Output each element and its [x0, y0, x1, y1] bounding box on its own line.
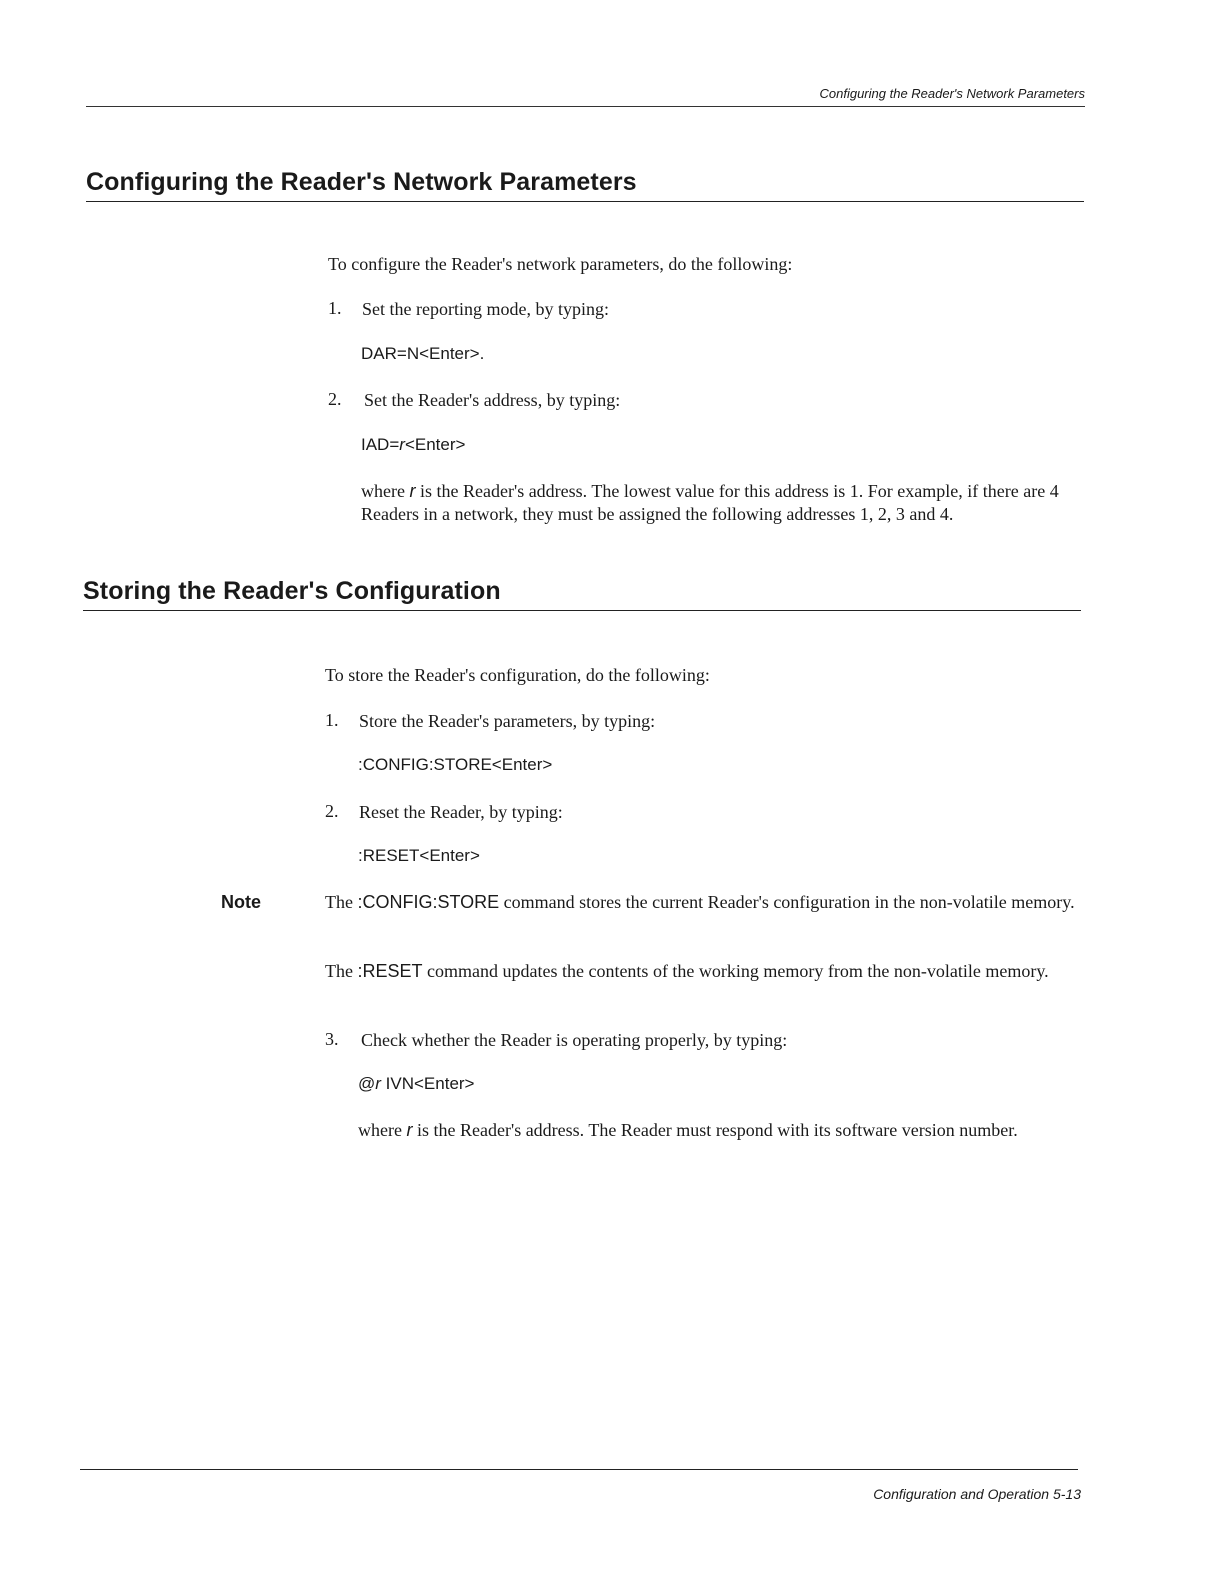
step-text: Set the reporting mode, by typing:	[362, 299, 609, 319]
explanation-prefix: where	[358, 1120, 407, 1140]
footer-rule	[80, 1469, 1078, 1470]
explanation-text: is the Reader's address. The Reader must respond with its software version number.	[412, 1120, 1018, 1140]
command-suffix: IVN<Enter>	[380, 1074, 475, 1093]
section-title-storing-configuration: Storing the Reader's Configuration	[83, 577, 1081, 611]
section2-intro: To store the Reader's configuration, do the following:	[325, 665, 710, 685]
step-number: 2.	[328, 389, 342, 409]
command-variable: r	[375, 1074, 381, 1093]
note-command: :RESET	[357, 961, 423, 981]
step-text: Set the Reader's address, by typing:	[364, 390, 621, 410]
section1-intro: To configure the Reader's network parameters, do the following:	[328, 254, 793, 274]
section-title-network-parameters: Configuring the Reader's Network Parameters	[86, 168, 1084, 202]
step-text: Store the Reader's parameters, by typing:	[359, 711, 656, 731]
command-prefix: IAD=	[361, 435, 400, 454]
command-dar: DAR=N<Enter>.	[361, 344, 485, 363]
explanation-text: is the Reader's address. The lowest value for this address is 1. For example, if there are 4 Readers in a network, they must be assigned the following addresses 1, 2, 3 and 4.	[361, 481, 1059, 524]
running-footer: Configuration and Operation 5-13	[873, 1486, 1081, 1502]
address-explanation	[361, 480, 1083, 526]
step-number: 3.	[325, 1029, 339, 1049]
note-label: Note	[221, 892, 261, 912]
command-reset: :RESET<Enter>	[358, 846, 480, 865]
step-number: 1.	[325, 710, 339, 730]
command-config-store: :CONFIG:STORE<Enter>	[358, 755, 553, 774]
note-text-prefix: The	[325, 961, 358, 981]
explanation-variable: r	[409, 481, 416, 501]
version-explanation	[358, 1119, 1038, 1142]
command-suffix: <Enter>	[404, 435, 466, 454]
command-variable: r	[399, 435, 405, 454]
running-header	[86, 86, 1085, 107]
command-iad	[361, 435, 465, 455]
step-number: 1.	[328, 298, 342, 318]
note-text: command stores the current Reader's configuration in the non-volatile memory.	[499, 892, 1075, 912]
step-number: 2.	[325, 801, 339, 821]
note-paragraph-2	[325, 960, 1075, 983]
explanation-variable: r	[406, 1120, 413, 1140]
explanation-prefix: where	[361, 481, 410, 501]
step-text: Reset the Reader, by typing:	[359, 802, 563, 822]
note-text-prefix: The	[325, 892, 358, 912]
note-text: command updates the contents of the working memory from the non-volatile memory.	[422, 961, 1049, 981]
running-header-text: Configuring the Reader's Network Parameters	[819, 86, 1085, 101]
command-prefix: @	[358, 1074, 376, 1093]
note-command: :CONFIG:STORE	[357, 892, 500, 912]
note-paragraph-1	[325, 891, 1075, 914]
command-ivn	[358, 1074, 475, 1094]
step-text: Check whether the Reader is operating properly, by typing:	[361, 1030, 788, 1050]
